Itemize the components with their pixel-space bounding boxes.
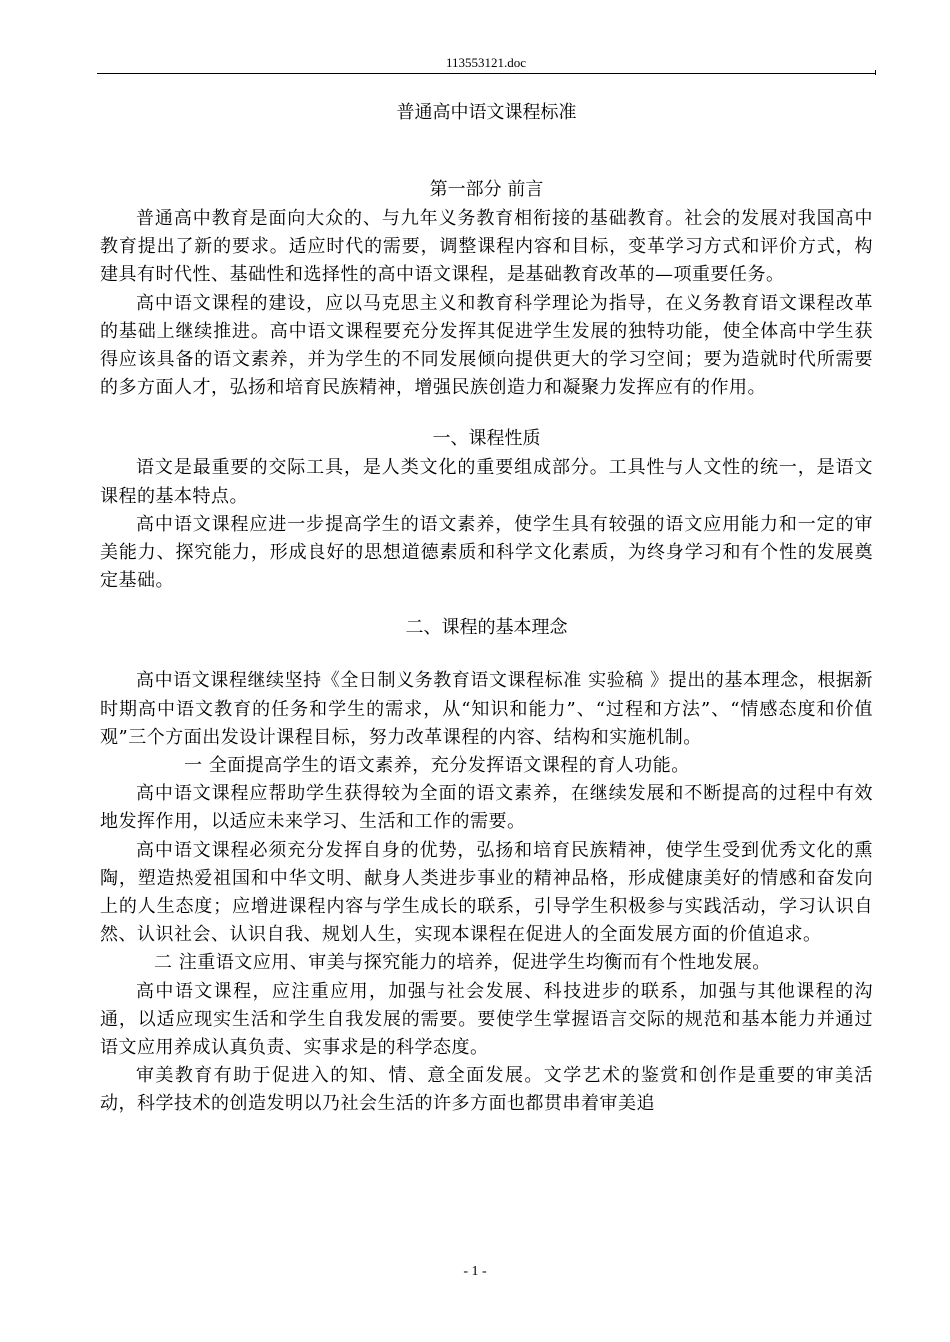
point1-paragraph-2: 高中语文课程必须充分发挥自身的优势，弘扬和培育民族精神，使学生受到优秀文化的熏陶，塑造热爱祖国和中华文明、献身人类进步事业的精神品格，形成健康美好的情感和奋发向上的人生态度；应增进课程内容与学生成长的联系，引导学生积极参与实践活动，学习认识自然、认识社会、认识自我、规划人生，实现本课程在促进人的全面发展方面的价值追求。 — [100, 839, 873, 946]
page-number: - 1 - — [463, 1264, 487, 1279]
header-filename: 113553121.doc — [445, 55, 527, 70]
document-title: 普通高中语文课程标准 — [396, 102, 577, 123]
preface-paragraph-2: 高中语文课程的建设，应以马克思主义和教育科学理论为指导，在义务教育语文课程改革的基础上继续推进。高中语文课程要充分发挥其促进学生发展的独特功能，使全体高中学生获得应该具备的语文素养，并为学生的不同发展倾向提供更大的学习空间；要为造就时代所需要的多方面人才，弘扬和培育民族精神，增强民族创造力和凝聚力发挥应有的作用。 — [100, 292, 873, 399]
point1-paragraph-1: 高中语文课程应帮助学生获得较为全面的语文素养，在继续发展和不断提高的过程中有效地发挥作用，以适应未来学习、生活和工作的需要。 — [100, 783, 873, 833]
section2-heading: 二、课程的基本理念 — [405, 617, 568, 639]
section1-heading: 一、课程性质 — [432, 428, 541, 450]
header-rule — [97, 73, 875, 74]
section1-paragraph-1: 语文是最重要的交际工具，是人类文化的重要组成部分。工具性与人文性的统一，是语文课程的基本特点。 — [100, 457, 873, 507]
part1-heading: 第一部分 前言 — [429, 179, 544, 200]
section1-paragraph-2: 高中语文课程应进一步提高学生的语文素养，使学生具有较强的语文应用能力和一定的审美能力、探究能力，形成良好的思想道德素质和科学文化素质，为终身学习和有个性的发展奠定基础。 — [100, 513, 873, 592]
preface-paragraph-1: 普通高中教育是面向大众的、与九年义务教育相衔接的基础教育。社会的发展对我国高中教育提出了新的要求。适应时代的需要，调整课程内容和目标，变革学习方式和评价方式，构建具有时代性、基础性和选择性的高中语文课程，是基础教育改革的—项重要任务。 — [100, 208, 873, 286]
point2-paragraph-1: 高中语文课程，应注重应用，加强与社会发展、科技进步的联系，加强与其他课程的沟通，以适应现实生活和学生自我发展的需要。要使学生掌握语言交际的规范和基本能力并通过语文应用养成认真负责、实事求是的科学态度。 — [100, 980, 873, 1059]
point1-heading: 一 全面提高学生的语文素养，充分发挥语文课程的育人功能。 — [184, 755, 690, 777]
section2-intro: 高中语文课程继续坚持《全日制义务教育语文课程标准 实验稿 》提出的基本理念，根据新时期高中语文教育的任务和学生的需求，从“知识和能力”、“过程和方法”、“情感态度和价值观”三个方面出发设计课程目标，努力改革课程的内容、结构和实施机制。 — [100, 670, 873, 748]
header-rule-tick — [875, 70, 876, 75]
point2-heading: 二 注重语文应用、审美与探究能力的培养，促进学生均衡而有个性地发展。 — [154, 952, 771, 974]
spacer — [100, 129, 873, 175]
spacer — [100, 402, 873, 424]
spacer — [100, 595, 873, 613]
spacer — [100, 643, 873, 667]
point2-paragraph-2: 审美教育有助于促进入的知、情、意全面发展。文学艺术的鉴赏和创作是重要的审美活动，科学技术的创造发明以乃社会生活的许多方面也都贯串着审美追 — [100, 1065, 873, 1115]
document-body — [100, 97, 873, 1119]
